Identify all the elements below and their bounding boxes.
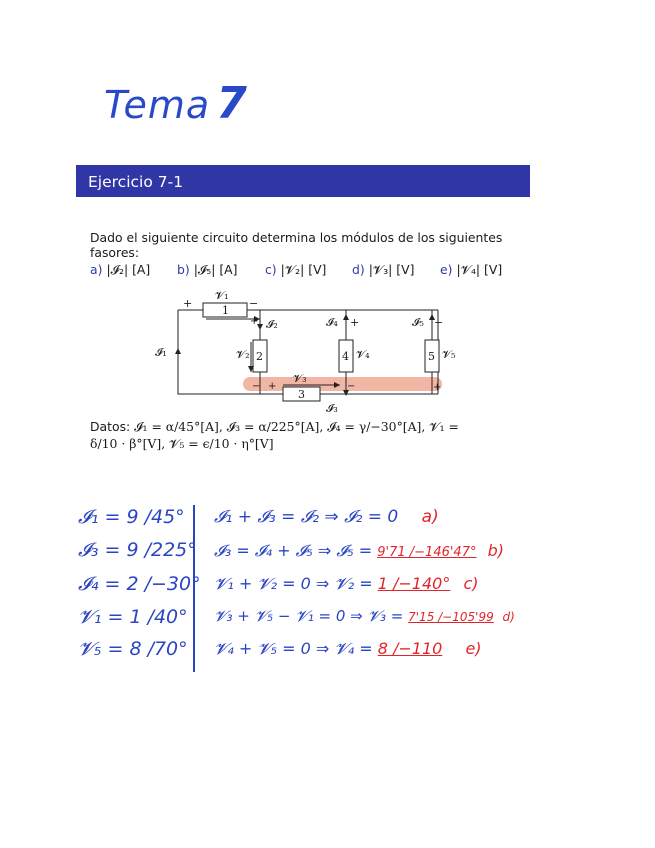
step-tag: d) [502,610,515,624]
given-value: 𝓘₄ = 2 /−30° [78,573,201,595]
box-label-1: 1 [222,304,229,317]
step-equation: 𝓥₃ + 𝓥₅ − 𝓥₁ = 0 ⇒ 𝓥₃ = [214,607,404,625]
given-value: 𝓘₃ = 9 /225° [78,539,197,561]
step-equation: 𝓘₃ = 𝓘₄ + 𝓘₅ ⇒ 𝓘₅ = [214,541,373,560]
part-label: e) [440,262,453,277]
part-label: d) [352,262,365,277]
exercise-heading: Ejercicio 7-1 [76,165,530,197]
label-i3: 𝓘₃ [326,402,338,415]
page-title [104,78,304,138]
step-row [214,639,482,659]
part-b [177,262,237,278]
part-text: |𝓘₂| [A] [106,262,151,277]
step-row [214,541,504,561]
label-v4: 𝓥₄ [356,348,370,361]
title-text: Tema [104,83,211,127]
label-i5: 𝓘₅ [412,316,424,329]
step-result: 8 /−110 [377,639,443,658]
given-data [90,418,530,452]
circuit-diagram [150,286,460,416]
label-i1: 𝓘₁ [155,346,167,359]
part-c [265,262,326,278]
minus-sign: − [249,297,259,310]
step-tag: a) [421,507,439,527]
part-text: |𝓥₃| [V] [368,262,415,277]
plus-sign: + [250,316,259,327]
datos-line-2: δ/10 · β°[V], 𝓥₅ = ϵ/10 · η°[V] [90,436,274,451]
label-v2: 𝓥₂ [236,348,250,361]
step-result: 9'71 /−146'47° [377,545,477,560]
box-label-4: 4 [342,350,349,363]
part-text: |𝓥₄| [V] [456,262,503,277]
part-text: |𝓘₅| [A] [193,262,238,277]
part-label: b) [177,262,190,277]
label-i2: 𝓘₂ [266,318,278,331]
box-label-2: 2 [256,350,263,363]
step-tag: b) [487,541,504,560]
label-v1: 𝓥₁ [215,289,229,302]
part-d [352,262,414,278]
plus-sign: + [433,382,442,393]
label-i4: 𝓘₄ [326,316,338,329]
step-result: 7'15 /−105'99 [408,610,494,624]
plus-sign: + [268,381,277,392]
minus-sign: − [252,381,261,392]
step-row [214,574,478,594]
minus-sign: − [347,381,356,392]
minus-sign: − [434,316,444,329]
step-row [214,507,439,527]
step-equation: 𝓘₁ + 𝓘₃ = 𝓘₂ ⇒ 𝓘₂ = 0 [214,507,399,527]
plus-sign: + [183,297,193,310]
label-v3: 𝓥₃ [293,372,307,385]
part-a [90,262,150,278]
part-e [440,262,502,278]
part-label: c) [265,262,277,277]
given-value: 𝓥₅ = 8 /70° [78,638,188,660]
step-equation: 𝓥₁ + 𝓥₂ = 0 ⇒ 𝓥₂ = [214,574,373,593]
plus-sign: + [350,316,360,329]
given-value: 𝓘₁ = 9 /45° [78,506,185,528]
box-label-5: 5 [428,350,435,363]
step-result: 1 /−140° [377,574,451,593]
datos-line-1: 𝓘₁ = α/45°[A], 𝓘₃ = α/225°[A], 𝓘₄ = γ/−30°[A], 𝓥₁ = [134,419,459,434]
part-label: a) [90,262,103,277]
step-row [214,607,515,625]
problem-statement: Dado el siguiente circuito determina los módulos de los siguientes fasores: [90,230,503,260]
box-label-3: 3 [298,388,305,401]
part-text: |𝓥₂| [V] [280,262,327,277]
step-tag: e) [465,639,482,658]
title-number: 7 [216,78,248,129]
given-value: 𝓥₁ = 1 /40° [78,606,188,628]
step-tag: c) [463,574,479,593]
step-equation: 𝓥₄ + 𝓥₅ = 0 ⇒ 𝓥₄ = [214,639,373,658]
datos-keyword: Datos: [90,419,131,434]
label-v5: 𝓥₅ [442,348,456,361]
